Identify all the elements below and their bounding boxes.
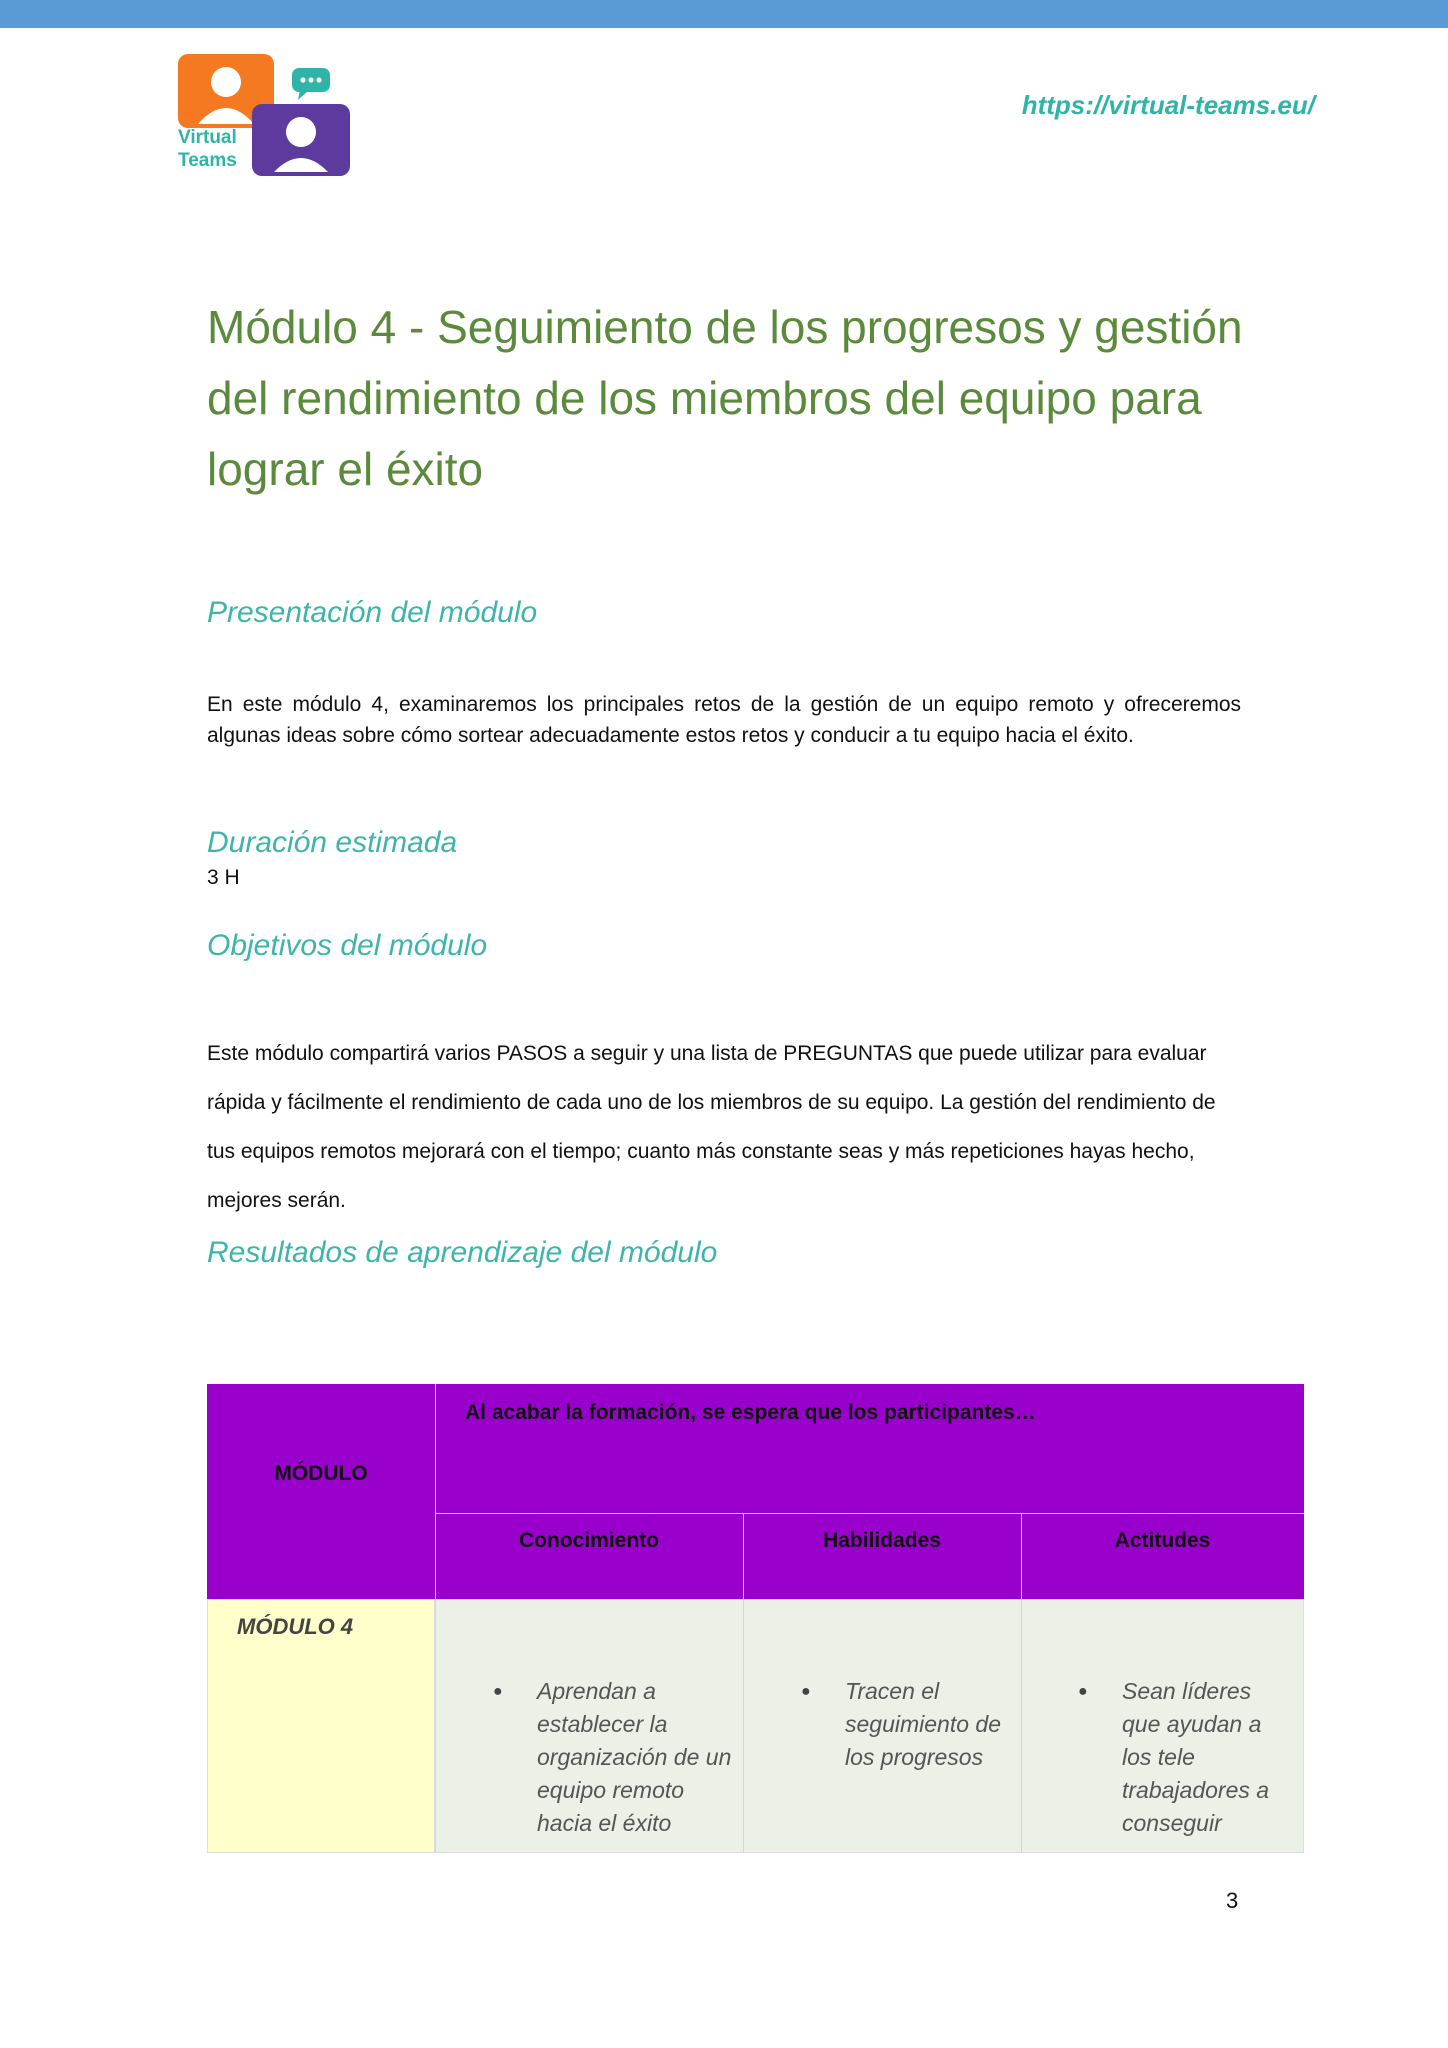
duration-value: 3 H: [207, 866, 240, 889]
attitudes-item: ● Sean líderes que ayudan a los tele trabajadores a conseguir: [1078, 1675, 1278, 1840]
attitudes-cell: [1078, 1675, 1278, 1840]
website-link[interactable]: https://virtual-teams.eu/: [1021, 90, 1315, 120]
logo-wordmark: [178, 126, 237, 172]
table-divider: [435, 1513, 1304, 1514]
logo-text-line2: Teams: [178, 150, 237, 171]
page-number: 3: [1226, 1888, 1239, 1913]
knowledge-cell: [493, 1675, 733, 1840]
learning-outcomes-table: [207, 1384, 1304, 1853]
header-skills: Habilidades: [823, 1529, 941, 1552]
table-divider: [1021, 1513, 1022, 1853]
header-module: MÓDULO: [274, 1462, 368, 1485]
module-cell-label: MÓDULO 4: [237, 1614, 354, 1639]
header-span-text: Al acabar la formación, se espera que los participantes…: [465, 1401, 1036, 1424]
header-attitudes: Actitudes: [1114, 1529, 1211, 1552]
skills-cell: [801, 1675, 1001, 1774]
virtual-teams-logo: [176, 52, 352, 180]
module-cell: [207, 1599, 435, 1853]
skills-item: ● Tracen el seguimiento de los progresos: [801, 1675, 1001, 1774]
presentation-text: En este módulo 4, examinaremos los principales retos de la gestión de un equipo remoto y ofreceremos algunas ideas sobre cómo sortear adecuadamente estos retos y conducir a tu equipo hacia el éxito.: [207, 693, 1241, 747]
header-knowledge: Conocimiento: [519, 1529, 659, 1552]
logo-text-line1: Virtual: [178, 127, 237, 148]
page-title: Módulo 4 - Seguimiento de los progresos y gestión del rendimiento de los miembros del equipo para lograr el éxito: [207, 301, 1243, 495]
objectives-heading: Objetivos del módulo: [207, 929, 488, 962]
table-divider: [743, 1513, 744, 1853]
knowledge-item: ● Aprendan a establecer la organización de un equipo remoto hacia el éxito: [493, 1675, 733, 1840]
objectives-text: Este módulo compartirá varios PASOS a seguir y una lista de PREGUNTAS que puede utilizar para evaluar rápida y fácilmente el rendimiento de cada uno de los miembros de su equipo. La gestión del rendimiento de tus equipos remotos mejorará con el tiempo; cuanto más constante seas y más repeticiones hayas hecho, mejores serán.: [207, 1042, 1216, 1212]
presentation-heading: Presentación del módulo: [207, 596, 538, 629]
top-bar: [0, 0, 1448, 28]
duration-heading: Duración estimada: [207, 826, 458, 859]
table-divider: [435, 1384, 436, 1853]
outcomes-heading: Resultados de aprendizaje del módulo: [207, 1236, 718, 1269]
